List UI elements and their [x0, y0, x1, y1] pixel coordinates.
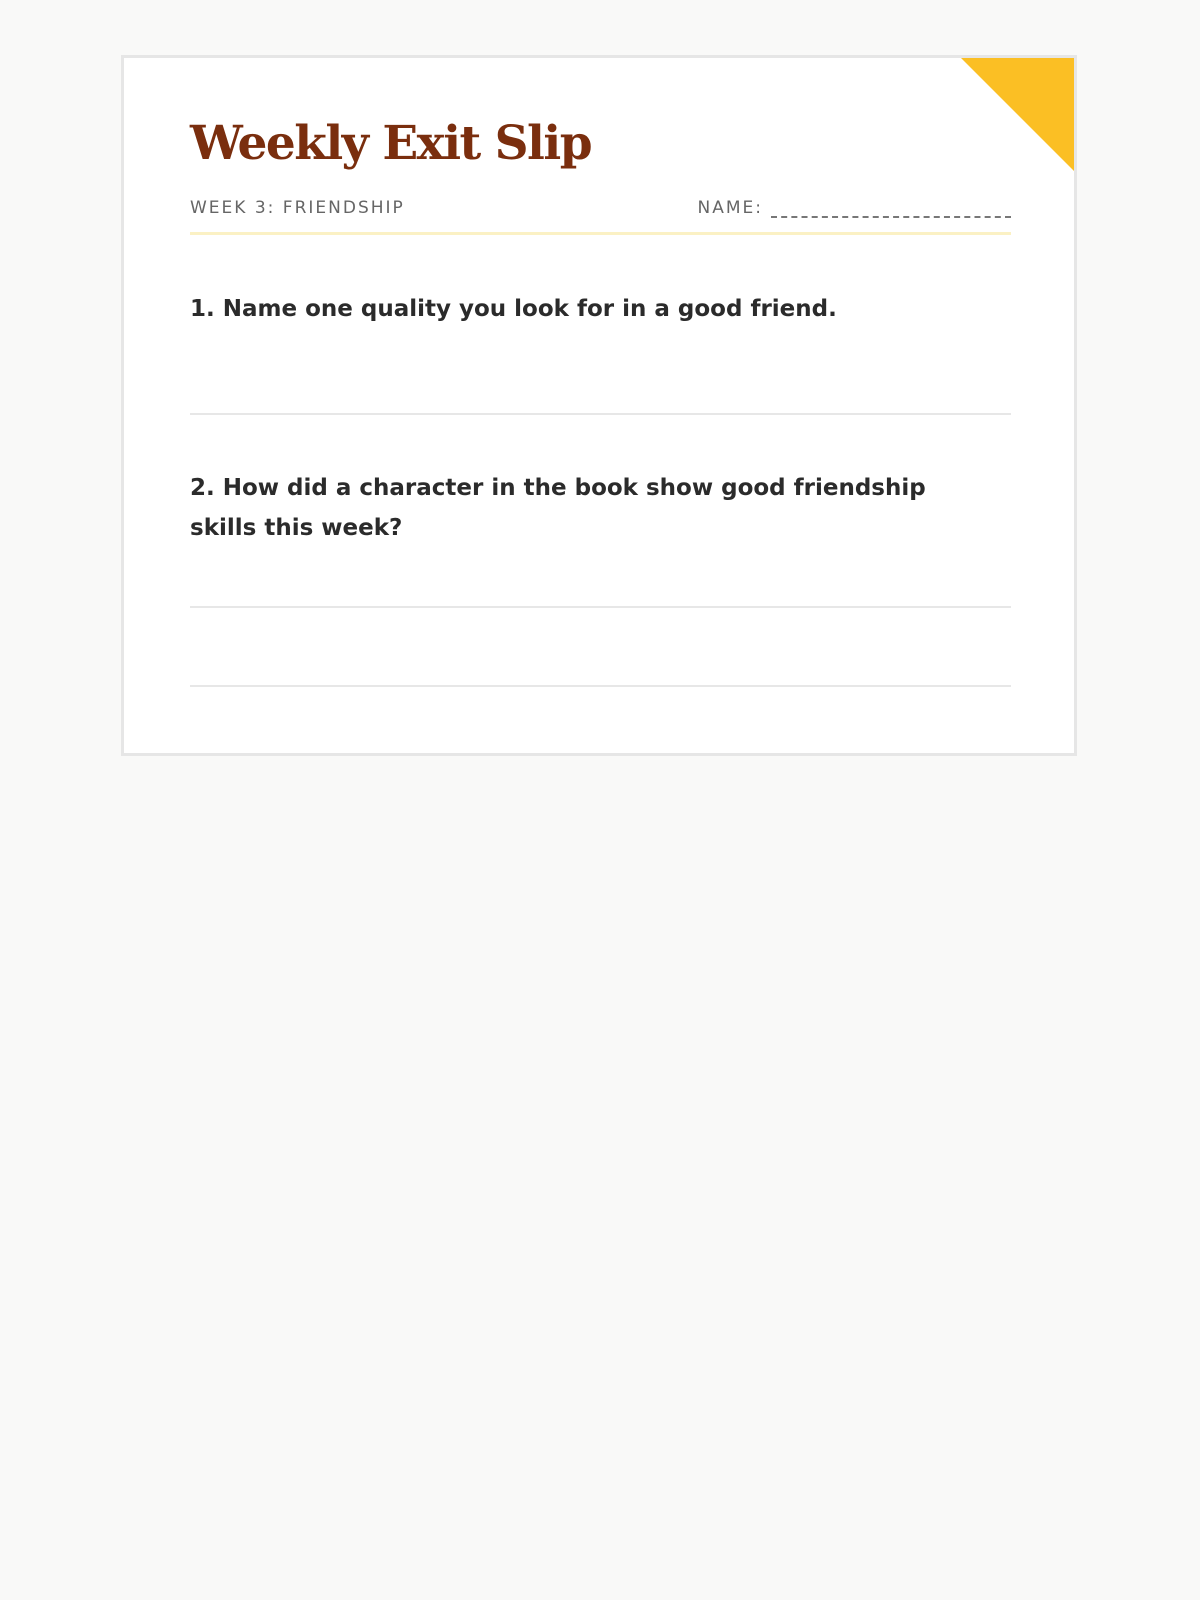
worksheet-title: Weekly Exit Slip	[190, 116, 592, 171]
answer-line[interactable]	[190, 685, 1011, 687]
question-2: 2. How did a character in the book show good friendship skills this week?	[190, 475, 926, 541]
answer-line[interactable]	[190, 606, 1011, 608]
corner-accent	[961, 58, 1074, 171]
answer-line[interactable]	[190, 413, 1011, 415]
name-field	[698, 198, 1011, 218]
week-topic: WEEK 3: FRIENDSHIP	[190, 198, 405, 218]
name-label: NAME:	[697, 198, 763, 218]
name-blank-line[interactable]	[771, 202, 1011, 218]
header-divider	[190, 232, 1011, 235]
question-1: 1. Name one quality you look for in a good friend.	[190, 296, 837, 322]
exit-slip-card	[121, 55, 1077, 756]
